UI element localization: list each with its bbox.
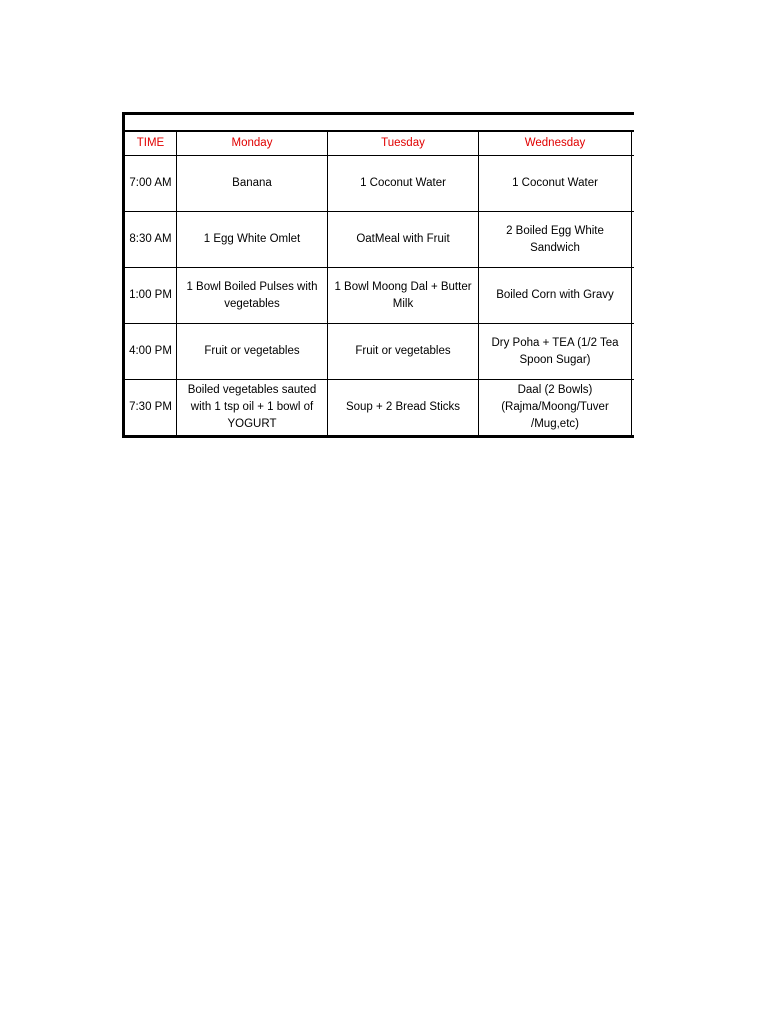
cut-off-cell xyxy=(632,324,635,380)
monday-meal-cell: 1 Egg White Omlet xyxy=(177,212,328,268)
diet-schedule-table xyxy=(122,130,634,438)
cut-off-cell xyxy=(632,380,635,437)
tuesday-meal-cell: Fruit or vegetables xyxy=(328,324,479,380)
time-cell: 7:00 AM xyxy=(124,156,177,212)
header-wednesday: Wednesday xyxy=(479,131,632,156)
wednesday-meal-cell: 2 Boiled Egg White Sandwich xyxy=(479,212,632,268)
header-cut-off-column xyxy=(632,131,635,156)
title-row xyxy=(122,112,634,130)
diet-chart-sheet xyxy=(122,112,634,438)
header-monday: Monday xyxy=(177,131,328,156)
tuesday-meal-cell: Soup + 2 Bread Sticks xyxy=(328,380,479,437)
time-cell: 7:30 PM xyxy=(124,380,177,437)
tuesday-meal-cell: OatMeal with Fruit xyxy=(328,212,479,268)
wednesday-meal-cell: 1 Coconut Water xyxy=(479,156,632,212)
monday-meal-cell: Banana xyxy=(177,156,328,212)
wednesday-meal-cell: Dry Poha + TEA (1/2 Tea Spoon Sugar) xyxy=(479,324,632,380)
wednesday-meal-cell: Boiled Corn with Gravy xyxy=(479,268,632,324)
table-row xyxy=(124,268,635,324)
monday-meal-cell: 1 Bowl Boiled Pulses with vegetables xyxy=(177,268,328,324)
time-cell: 8:30 AM xyxy=(124,212,177,268)
wednesday-meal-cell: Daal (2 Bowls)(Rajma/Moong/Tuver /Mug,etc) xyxy=(479,380,632,437)
table-row xyxy=(124,156,635,212)
header-row xyxy=(124,131,635,156)
table-row xyxy=(124,324,635,380)
tuesday-meal-cell: 1 Bowl Moong Dal + Butter Milk xyxy=(328,268,479,324)
time-cell: 4:00 PM xyxy=(124,324,177,380)
cut-off-cell xyxy=(632,268,635,324)
cut-off-cell xyxy=(632,212,635,268)
tuesday-meal-cell: 1 Coconut Water xyxy=(328,156,479,212)
table-row xyxy=(124,212,635,268)
cut-off-cell xyxy=(632,156,635,212)
time-cell: 1:00 PM xyxy=(124,268,177,324)
header-time: TIME xyxy=(124,131,177,156)
table-row xyxy=(124,380,635,437)
monday-meal-cell: Boiled vegetables sauted with 1 tsp oil + 1 bowl of YOGURT xyxy=(177,380,328,437)
header-tuesday: Tuesday xyxy=(328,131,479,156)
monday-meal-cell: Fruit or vegetables xyxy=(177,324,328,380)
